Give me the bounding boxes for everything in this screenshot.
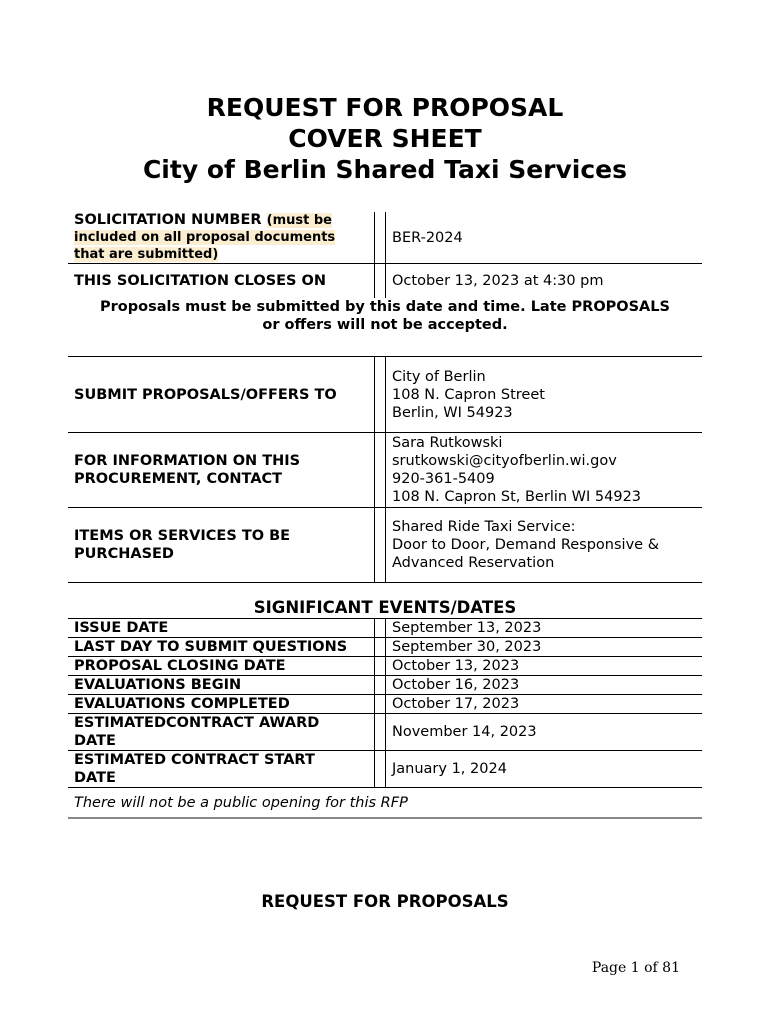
title-line-3: City of Berlin Shared Taxi Services [142, 155, 628, 184]
closing-value: October 13, 2023 at 4:30 pm [392, 273, 604, 289]
items-line: Shared Ride Taxi Service: [392, 519, 576, 535]
event-label [68, 714, 375, 751]
items-line: Advanced Reservation [392, 555, 555, 571]
event-label [68, 751, 375, 788]
event-label: LAST DAY TO SUBMIT QUESTIONS [68, 638, 375, 657]
document-title [0, 92, 770, 185]
submit-line: 108 N. Capron Street [392, 386, 545, 403]
event-label: ISSUE DATE [68, 619, 375, 638]
section-title: REQUEST FOR PROPOSALS [261, 892, 509, 911]
submit-line: City of Berlin [392, 368, 486, 385]
event-date: November 14, 2023 [386, 714, 703, 751]
title-line-1: REQUEST FOR PROPOSAL [206, 93, 564, 122]
public-opening-note: There will not be a public opening for this RFP [68, 788, 702, 819]
event-date: September 30, 2023 [386, 638, 703, 657]
table-row [68, 714, 702, 751]
contact-address: 108 N. Capron St, Berlin WI 54923 [392, 489, 642, 505]
event-label: PROPOSAL CLOSING DATE [68, 657, 375, 676]
solicitation-number-heading: SOLICITATION NUMBER [74, 212, 262, 228]
events-heading: SIGNIFICANT EVENTS/DATES [253, 598, 517, 617]
event-label: EVALUATIONS COMPLETED [68, 695, 375, 714]
items-label [68, 508, 375, 583]
items-row [68, 508, 702, 583]
event-date: October 16, 2023 [386, 676, 703, 695]
public-opening-note-row [68, 788, 702, 819]
event-label: EVALUATIONS BEGIN [68, 676, 375, 695]
submit-label: SUBMIT PROPOSALS/OFFERS TO [68, 357, 375, 433]
items-line: Door to Door, Demand Responsive & [392, 537, 659, 553]
deadline-row [68, 298, 702, 348]
items-label-line: PURCHASED [74, 546, 174, 562]
event-label-line: ESTIMATED CONTRACT START [74, 752, 315, 768]
events-table [68, 618, 702, 819]
table-row [68, 638, 702, 657]
info-contact-row [68, 433, 702, 508]
page-number: Page 1 of 81 [591, 960, 680, 976]
contact-table [68, 356, 702, 583]
table-row [68, 619, 702, 638]
solicitation-number-label [68, 212, 375, 264]
contact-name: Sara Rutkowski [392, 435, 503, 451]
table-row [68, 657, 702, 676]
event-date: January 1, 2024 [386, 751, 703, 788]
event-date: October 13, 2023 [386, 657, 703, 676]
solicitation-note-2: included on all proposal documents [74, 230, 336, 245]
info-label-line: PROCUREMENT, CONTACT [74, 471, 283, 487]
items-value [386, 508, 703, 583]
submit-row [68, 357, 702, 433]
solicitation-note-1: (must be [266, 213, 332, 228]
contact-phone: 920-361-5409 [392, 471, 495, 487]
deadline-notice [68, 298, 702, 348]
deadline-line-1: Proposals must be submitted by this date and time. Late PROPOSALS [100, 299, 670, 315]
event-label-line: DATE [74, 770, 116, 786]
info-contact-value [386, 433, 703, 508]
table-row [68, 676, 702, 695]
contact-email: srutkowski@cityofberlin.wi.gov [392, 453, 617, 469]
title-line-2: COVER SHEET [288, 124, 482, 153]
items-label-line: ITEMS OR SERVICES TO BE [74, 528, 291, 544]
deadline-line-2: or offers will not be accepted. [262, 317, 508, 333]
solicitation-table [68, 212, 702, 348]
solicitation-note-3: that are submitted) [74, 247, 219, 262]
event-date: October 17, 2023 [386, 695, 703, 714]
event-label-line: DATE [74, 733, 116, 749]
submit-address [386, 357, 703, 433]
submit-line: Berlin, WI 54923 [392, 404, 513, 421]
closing-label: THIS SOLICITATION CLOSES ON [74, 273, 327, 289]
event-date: September 13, 2023 [386, 619, 703, 638]
solicitation-number-row [68, 212, 702, 264]
solicitation-number-value: BER-2024 [386, 212, 703, 264]
info-contact-label [68, 433, 375, 508]
table-row [68, 695, 702, 714]
info-label-line: FOR INFORMATION ON THIS [74, 453, 301, 469]
table-row [68, 751, 702, 788]
closing-row [68, 264, 702, 299]
event-label-line: ESTIMATEDCONTRACT AWARD [74, 715, 320, 731]
